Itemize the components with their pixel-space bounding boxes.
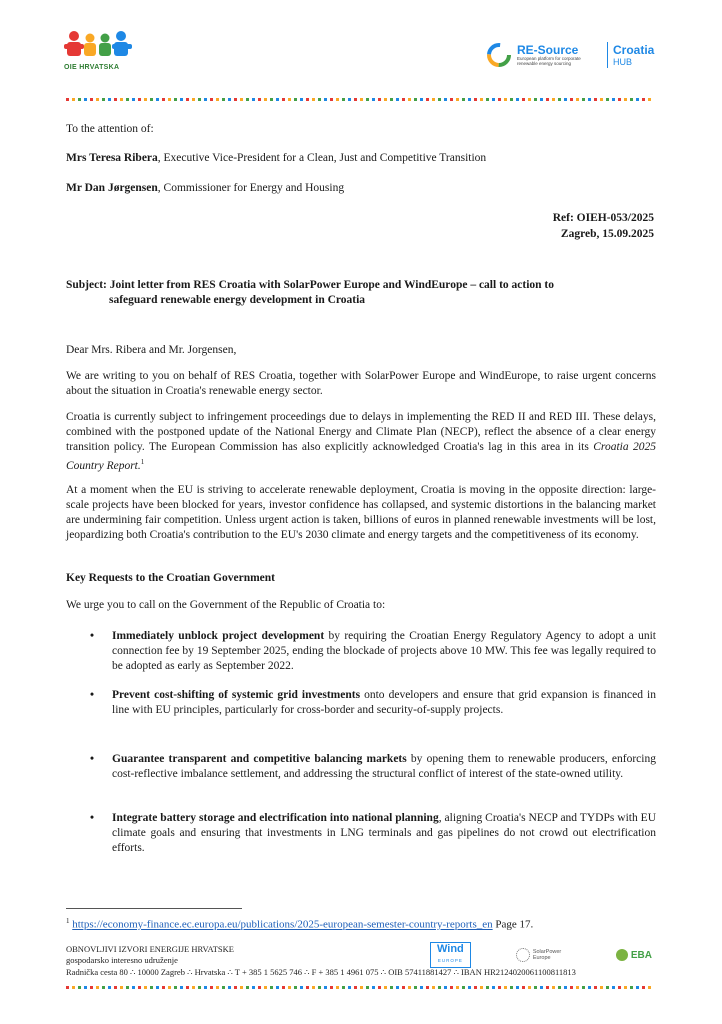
request-bullet bbox=[90, 752, 656, 782]
footnote-number: 1 bbox=[66, 917, 70, 925]
paragraph-3: At a moment when the EU is striving to accelerate renewable deployment, Croatia is moving in the opposite direction: large-scale projects have been blocked for years, investor confidence has collapsed, and systemic distortions in the balancing market are undermining fair competition. Unless urgent action is taken, billions of euros in planned renewable investments will be lost, jeopardizing both Croatia's contribution to the EU's 2030 climate and energy targets and the competitiveness of its economy. bbox=[66, 484, 656, 541]
logo-separator bbox=[607, 42, 608, 68]
footer-org-name: OBNOVLJIVI IZVORI ENERGIJE HRVATSKE bbox=[66, 944, 234, 954]
recipient-1 bbox=[66, 151, 656, 166]
windeurope-logo-sub: EUROPE bbox=[437, 958, 463, 963]
bullet-4-bold: Integrate battery storage and electrification into national planning bbox=[112, 812, 439, 824]
bullet-2-text: onto developers and ensure that grid expansion is financed in line with EU principles, particularly for cross-border and security-of-supply projects. bbox=[112, 689, 656, 716]
recipient-2-name: Mr Dan Jørgensen bbox=[66, 182, 158, 194]
paragraph-2-text: Croatia is currently subject to infringement proceedings due to delays in implementing the RED II and RED III. These delays, combined with the postponed update of the National Energy and Climate Plan (NECP), reflect the absence of a clear energy transition policy. The European Commission has also explicitly acknowledged Croatia's lag in this area in its bbox=[66, 411, 656, 453]
solarpower-europe-logo bbox=[516, 948, 571, 962]
solarpower-sun-icon bbox=[516, 948, 530, 962]
attention-line: To the attention of: bbox=[66, 123, 154, 135]
bullet-dot: • bbox=[90, 812, 95, 824]
footer-contact: Radnička cesta 80 ∴ 10000 Zagreb ∴ Hrvatska ∴ T + 385 1 5625 746 ∴ F + 385 1 4961 075 ∴ OIB 57411881427 ∴ IBAN HR2124020061100811813 bbox=[66, 967, 576, 977]
footnote-ref: 1 bbox=[140, 458, 145, 466]
footnote bbox=[66, 914, 666, 932]
bullet-dot: • bbox=[90, 630, 95, 642]
recipient-2-role: , Commissioner for Energy and Housing bbox=[157, 182, 345, 194]
bullet-3-bold: Guarantee transparent and competitive balancing markets bbox=[112, 753, 407, 765]
subject bbox=[66, 278, 646, 308]
footer-org-type: gospodarsko interesno udruženje bbox=[66, 955, 178, 965]
recipient-1-name: Mrs Teresa Ribera bbox=[66, 152, 158, 164]
resource-ring-icon bbox=[486, 42, 512, 68]
windeurope-logo-text: Wind bbox=[437, 943, 464, 955]
request-bullet bbox=[90, 811, 656, 856]
salutation: Dear Mrs. Ribera and Mr. Jorgensen, bbox=[66, 344, 237, 356]
footnote-divider bbox=[66, 908, 242, 909]
right-logo-subtitle: European platform for corporate renewable energy sourcing bbox=[517, 56, 581, 66]
recipient-2 bbox=[66, 181, 656, 196]
recipient-1-role: , Executive Vice-President for a Clean, Just and Competitive Transition bbox=[157, 152, 487, 164]
header-divider bbox=[66, 98, 654, 101]
eba-leaf-icon bbox=[616, 949, 628, 961]
reference-number: Ref: OIEH-053/2025 bbox=[552, 212, 654, 224]
paragraph-1: We are writing to you on behalf of RES Croatia, together with SolarPower Europe and WindEurope, to raise urgent concerns about the situation in Croatia's renewable energy sector. bbox=[66, 370, 656, 397]
subject-line-1: Subject: Joint letter from RES Croatia with SolarPower Europe and WindEurope – call to action to bbox=[66, 279, 555, 291]
section-heading: Key Requests to the Croatian Government bbox=[66, 572, 275, 584]
right-logo-croatia: Croatia bbox=[613, 42, 655, 57]
urge-line: We urge you to call on the Government of the Republic of Croatia to: bbox=[66, 599, 386, 611]
bullet-1-bold: Immediately unblock project development bbox=[112, 630, 325, 642]
sponsor-logos bbox=[430, 941, 652, 969]
bullet-4-text: , aligning Croatia's NECP and TYDPs with EU climate goals and ensuring that investments in LNG terminals and gas pipelines do not crowd out electrification efforts. bbox=[112, 812, 656, 854]
place-date: Zagreb, 15.09.2025 bbox=[560, 228, 654, 240]
eba-logo-text: EBA bbox=[630, 949, 652, 961]
bullet-dot: • bbox=[90, 689, 95, 701]
request-bullet bbox=[90, 629, 656, 674]
bullet-3-text: by opening them to renewable producers, enforcing cost-reflective imbalance settlement, and addressing the structural conflict of interest of the state-owned utility. bbox=[112, 753, 656, 780]
eba-logo bbox=[616, 949, 652, 961]
solarpower-logo-text: SolarPower Europe bbox=[532, 949, 562, 961]
footnote-suffix: Page 17. bbox=[492, 918, 534, 931]
bullet-1-text: by requiring the Croatian Energy Regulatory Agency to adopt a unit connection fee by 19 September 2025, ending the blockade of projects above 10 MW. This fee was legally required to be adopted as early as September 2022. bbox=[112, 630, 656, 672]
bullet-2-bold: Prevent cost-shifting of systemic grid investments bbox=[112, 689, 361, 701]
bullet-dot: • bbox=[90, 753, 95, 765]
subject-line-2: safeguard renewable energy development in Croatia bbox=[109, 294, 366, 306]
footer-divider bbox=[66, 986, 654, 989]
paragraph-2-report-title: Croatia 2025 Country Report. bbox=[66, 441, 656, 472]
footnote-link[interactable]: https://economy-finance.ec.europa.eu/publications/2025-european-semester-country-reports_en bbox=[72, 918, 493, 931]
resource-croatia-hub-logo bbox=[486, 40, 654, 70]
request-bullet bbox=[90, 688, 656, 718]
right-logo-title: RE-Source bbox=[517, 43, 579, 57]
windeurope-logo bbox=[430, 942, 471, 968]
right-logo-hub: HUB bbox=[613, 56, 633, 67]
paragraph-2 bbox=[66, 410, 656, 474]
left-logo-text: OIE HRVATSKA bbox=[64, 64, 120, 71]
